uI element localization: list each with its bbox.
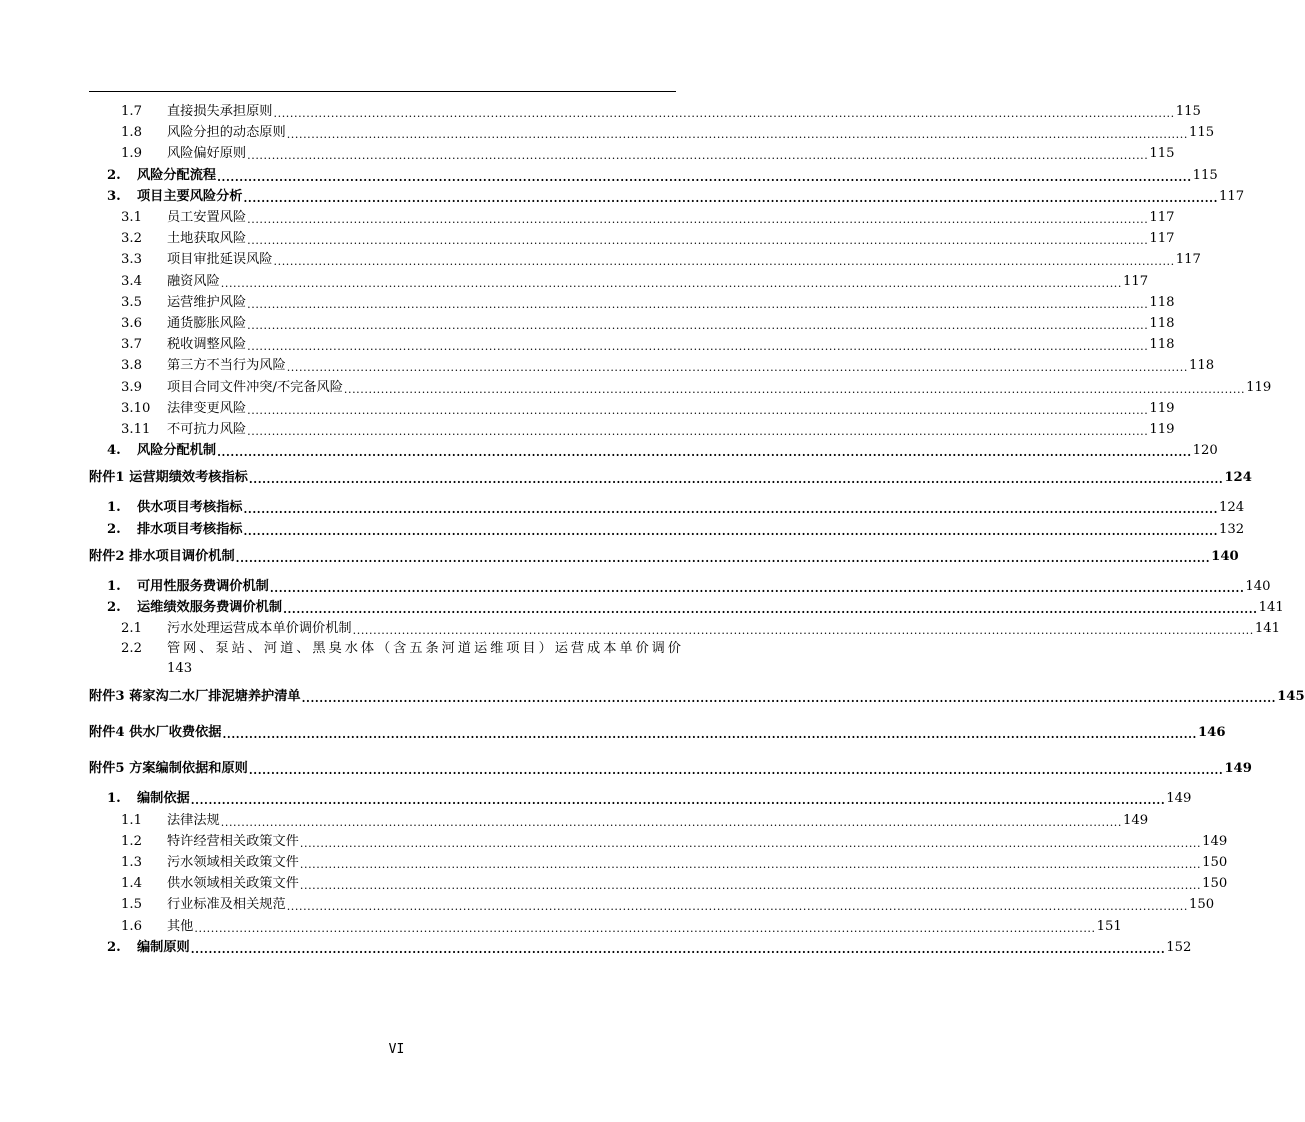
dot-leader: ............................................................................................................................................................................................................................	[248, 473, 1224, 487]
toc-entry-title: 行业标准及相关规范	[167, 897, 286, 913]
toc-entry-page: 132	[1219, 521, 1245, 537]
dot-leader: ............................................................................................................................................................................................................................	[299, 879, 1202, 893]
toc-entry-page: 117	[1149, 210, 1175, 225]
toc-entry-page: 140	[1245, 578, 1271, 594]
toc-entry-number: 3.10	[121, 400, 151, 416]
toc-entry[interactable]	[121, 419, 1175, 439]
page-number: VI	[388, 1042, 405, 1057]
toc-entry-number: 3.2	[121, 231, 142, 247]
toc-entry[interactable]	[121, 228, 1175, 248]
toc-entry-title: 风险分配机制	[137, 443, 217, 459]
toc-entry-page: 115	[1188, 125, 1215, 141]
toc-entry-page: 120	[1192, 443, 1218, 459]
toc-entry[interactable]	[121, 122, 1215, 142]
dot-leader: ............................................................................................................................................................................................................................	[220, 815, 1122, 829]
toc-entry-page: 118	[1149, 337, 1175, 353]
toc-entry-number: 1.7	[121, 104, 142, 119]
toc-entry-title: 直接损失承担原则	[167, 104, 273, 119]
toc-entry-page: 117	[1175, 252, 1201, 268]
toc-entry-title: 管网、泵站、河道、黑臭水体（含五条河道运维项目）运营成本单价调价	[167, 641, 681, 657]
dot-leader: ............................................................................................................................................................................................................................	[247, 340, 1149, 354]
toc-entry-page: 119	[1149, 422, 1175, 437]
toc-entry-number: 3.8	[121, 358, 142, 374]
dot-leader: ............................................................................................................................................................................................................................	[235, 551, 1211, 565]
toc-entry-title: 附件5 方案编制依据和原则	[89, 761, 248, 777]
dot-leader: ............................................................................................................................................................................................................................	[286, 128, 1188, 142]
toc-entry[interactable]	[107, 788, 1192, 808]
toc-entry[interactable]	[121, 334, 1175, 354]
toc-entry-title: 风险分担的动态原则	[167, 125, 286, 141]
toc-entry[interactable]	[107, 519, 1245, 539]
toc-entry[interactable]	[107, 440, 1218, 460]
dot-leader: ............................................................................................................................................................................................................................	[301, 692, 1277, 706]
dot-leader: ............................................................................................................................................................................................................................	[220, 276, 1122, 290]
dot-leader: ............................................................................................................................................................................................................................	[247, 234, 1149, 248]
toc-entry-page: 119	[1246, 379, 1272, 395]
toc-appendix-entry[interactable]	[89, 546, 1239, 566]
toc-appendix-entry[interactable]	[89, 686, 1305, 706]
toc-entry-number: 3.4	[121, 273, 142, 289]
dot-leader: ............................................................................................................................................................................................................................	[286, 361, 1188, 375]
toc-entry[interactable]	[121, 355, 1215, 375]
toc-entry-title: 第三方不当行为风险	[167, 358, 286, 374]
toc-entry-title: 风险分配流程	[137, 167, 217, 183]
dot-leader: ............................................................................................................................................................................................................................	[247, 319, 1149, 332]
toc-entry-page: 150	[1202, 876, 1228, 892]
toc-entry[interactable]	[121, 831, 1228, 851]
dot-leader: ............................................................................................................................................................................................................................	[194, 921, 1096, 935]
toc-entry-title: 土地获取风险	[167, 231, 247, 247]
toc-entry-title: 污水处理运营成本单价调价机制	[167, 621, 352, 637]
toc-entry[interactable]	[107, 165, 1218, 185]
dot-leader: ............................................................................................................................................................................................................................	[299, 836, 1202, 850]
toc-entry-page: 140	[1211, 548, 1239, 564]
toc-entry[interactable]	[121, 101, 1201, 121]
toc-entry-page: 149	[1166, 791, 1192, 807]
toc-entry-page: 115	[1149, 146, 1175, 162]
dot-leader: ............................................................................................................................................................................................................................	[247, 403, 1149, 417]
toc-entry-number: 2.	[107, 939, 121, 955]
toc-entry-number: 1.9	[121, 146, 142, 162]
toc-entry-title: 可用性服务费调价机制	[137, 578, 269, 594]
toc-entry-page: 124	[1224, 470, 1252, 486]
dot-leader: ............................................................................................................................................................................................................................	[269, 581, 1245, 595]
toc-entry-number: 3.3	[121, 252, 142, 268]
toc-entry[interactable]	[121, 852, 1228, 872]
toc-entry-number: 1.	[107, 791, 121, 807]
toc-entry-page: 149	[1224, 761, 1252, 777]
toc-entry-number: 2.	[107, 600, 121, 615]
dot-leader: ............................................................................................................................................................................................................................	[222, 728, 1197, 742]
dot-leader: ............................................................................................................................................................................................................................	[243, 503, 1219, 517]
toc-entry-number: 1.3	[121, 855, 142, 870]
dot-leader: ............................................................................................................................................................................................................................	[217, 446, 1192, 460]
toc-entry[interactable]	[121, 249, 1201, 269]
toc-entry-number: 2.	[107, 167, 121, 183]
header-rule	[89, 91, 676, 92]
toc-entry[interactable]	[121, 873, 1228, 893]
toc-entry-title: 不可抗力风险	[167, 422, 247, 437]
toc-entry[interactable]	[121, 810, 1149, 830]
toc-entry-page: 146	[1197, 725, 1226, 741]
toc-entry-title: 项目审批延误风险	[167, 252, 273, 268]
toc-entry-title: 编制原则	[137, 939, 190, 955]
toc-entry-title: 员工安置风险	[167, 210, 247, 225]
toc-entry-number: 3.11	[121, 422, 151, 437]
toc-entry[interactable]	[121, 143, 1175, 163]
dot-leader: ............................................................................................................................................................................................................................	[247, 297, 1149, 311]
toc-entry-title: 法律法规	[167, 812, 220, 828]
toc-entry-title: 其他	[167, 918, 194, 934]
dot-leader: ............................................................................................................................................................................................................................	[190, 942, 1166, 956]
toc-entry-title: 附件4 供水厂收费依据	[89, 725, 222, 741]
toc-entry-number: 1.	[107, 500, 121, 516]
toc-entry[interactable]	[121, 292, 1175, 312]
dot-leader: ............................................................................................................................................................................................................................	[283, 603, 1258, 616]
toc-entry[interactable]	[121, 398, 1175, 418]
toc-entry-title: 供水领域相关政策文件	[167, 876, 299, 892]
toc-entry-title: 项目主要风险分析	[137, 188, 243, 204]
toc-entry-number: 4.	[107, 443, 121, 459]
toc-entry-page: 119	[1149, 400, 1175, 416]
toc-entry-page: 152	[1166, 939, 1192, 955]
dot-leader: ............................................................................................................................................................................................................................	[247, 425, 1149, 438]
toc-entry[interactable]	[107, 186, 1245, 206]
dot-leader: ............................................................................................................................................................................................................................	[273, 107, 1175, 120]
dot-leader: ............................................................................................................................................................................................................................	[286, 900, 1188, 914]
toc-entry[interactable]	[107, 937, 1192, 957]
toc-entry-title: 编制依据	[137, 791, 190, 807]
toc-entry[interactable]	[121, 916, 1122, 936]
toc-entry-title: 供水项目考核指标	[137, 500, 243, 516]
toc-entry-page: 124	[1219, 500, 1245, 516]
toc-entry-number: 1.8	[121, 125, 142, 141]
dot-leader: ............................................................................................................................................................................................................................	[217, 170, 1192, 184]
toc-entry-number: 3.7	[121, 337, 142, 353]
toc-entry-title: 污水领域相关政策文件	[167, 855, 299, 870]
dot-leader: ............................................................................................................................................................................................................................	[243, 524, 1219, 538]
dot-leader: ............................................................................................................................................................................................................................	[299, 858, 1202, 871]
toc-entry-number: 1.4	[121, 876, 142, 892]
toc-entry-number: 3.9	[121, 379, 142, 395]
toc-entry-page: 151	[1096, 918, 1122, 934]
toc-entry-title: 附件1 运营期绩效考核指标	[89, 470, 248, 486]
toc-entry-title: 风险偏好原则	[167, 146, 247, 162]
toc-entry-page: 143	[167, 661, 193, 677]
toc-entry[interactable]	[107, 497, 1245, 517]
toc-entry-number: 1.5	[121, 897, 142, 913]
toc-entry-page: 150	[1202, 855, 1228, 870]
dot-leader: ............................................................................................................................................................................................................................	[343, 382, 1246, 396]
dot-leader: ............................................................................................................................................................................................................................	[190, 794, 1166, 808]
toc-entry-page: 145	[1277, 689, 1305, 705]
toc-entry[interactable]	[121, 894, 1215, 914]
toc-entry[interactable]	[121, 207, 1175, 227]
toc-entry-page: 141	[1258, 600, 1284, 615]
toc-entry-title: 运维绩效服务费调价机制	[137, 600, 283, 615]
toc-entry-title: 特许经营相关政策文件	[167, 833, 299, 849]
dot-leader: ............................................................................................................................................................................................................................	[273, 255, 1175, 269]
toc-entry-title: 融资风险	[167, 273, 220, 289]
dot-leader: ............................................................................................................................................................................................................................	[243, 191, 1219, 205]
toc-entry-number: 3.	[107, 188, 121, 204]
dot-leader: ............................................................................................................................................................................................................................	[247, 149, 1149, 163]
dot-leader: ............................................................................................................................................................................................................................	[248, 764, 1224, 778]
toc-entry-number: 1.	[107, 578, 121, 594]
toc-entry-number: 3.6	[121, 316, 142, 331]
toc-entry-page: 115	[1175, 104, 1201, 119]
toc-entry-number: 3.1	[121, 210, 142, 225]
toc-entry-number: 1.2	[121, 833, 142, 849]
toc-entry-number: 1.1	[121, 812, 142, 828]
toc-appendix-entry[interactable]	[89, 758, 1252, 778]
toc-entry-number: 2.2	[121, 641, 142, 657]
toc-entry-title: 排水项目考核指标	[137, 521, 243, 537]
toc-entry-page: 118	[1188, 358, 1215, 374]
toc-entry-page: 115	[1192, 167, 1218, 183]
toc-entry-title: 附件2 排水项目调价机制	[89, 548, 235, 564]
toc-entry[interactable]	[121, 313, 1175, 333]
toc-entry-page: 117	[1219, 188, 1245, 204]
toc-appendix-entry[interactable]	[89, 722, 1226, 742]
toc-entry-title: 通货膨胀风险	[167, 316, 247, 331]
toc-entry-title: 税收调整风险	[167, 337, 247, 353]
toc-entry-number: 3.5	[121, 294, 142, 310]
toc-entry-page: 117	[1123, 273, 1149, 289]
toc-entry-title: 附件3 蒋家沟二水厂排泥塘养护清单	[89, 689, 301, 705]
toc-entry[interactable]	[107, 576, 1271, 596]
toc-entry-title: 运营维护风险	[167, 294, 247, 310]
toc-entry[interactable]	[121, 618, 1281, 638]
dot-leader: ............................................................................................................................................................................................................................	[352, 624, 1254, 638]
toc-entry-page: 118	[1149, 294, 1175, 310]
toc-entry-number: 2.1	[121, 621, 142, 637]
toc-entry[interactable]	[121, 271, 1149, 291]
toc-entry-title: 项目合同文件冲突/不完备风险	[167, 379, 343, 395]
toc-entry-page: 150	[1188, 897, 1215, 913]
toc-entry-number: 2.	[107, 521, 121, 537]
toc-entry-page: 149	[1123, 812, 1149, 828]
toc-entry-page: 118	[1149, 316, 1175, 331]
toc-entry-page: 149	[1202, 833, 1228, 849]
toc-entry[interactable]	[107, 597, 1284, 617]
toc-entry-page: 117	[1149, 231, 1175, 247]
toc-entry-number: 1.6	[121, 918, 142, 934]
toc-entry-page: 141	[1254, 621, 1281, 637]
toc-entry-title: 法律变更风险	[167, 400, 247, 416]
toc-appendix-entry[interactable]	[89, 467, 1252, 487]
toc-entry[interactable]	[121, 377, 1272, 397]
dot-leader: ............................................................................................................................................................................................................................	[247, 213, 1149, 226]
